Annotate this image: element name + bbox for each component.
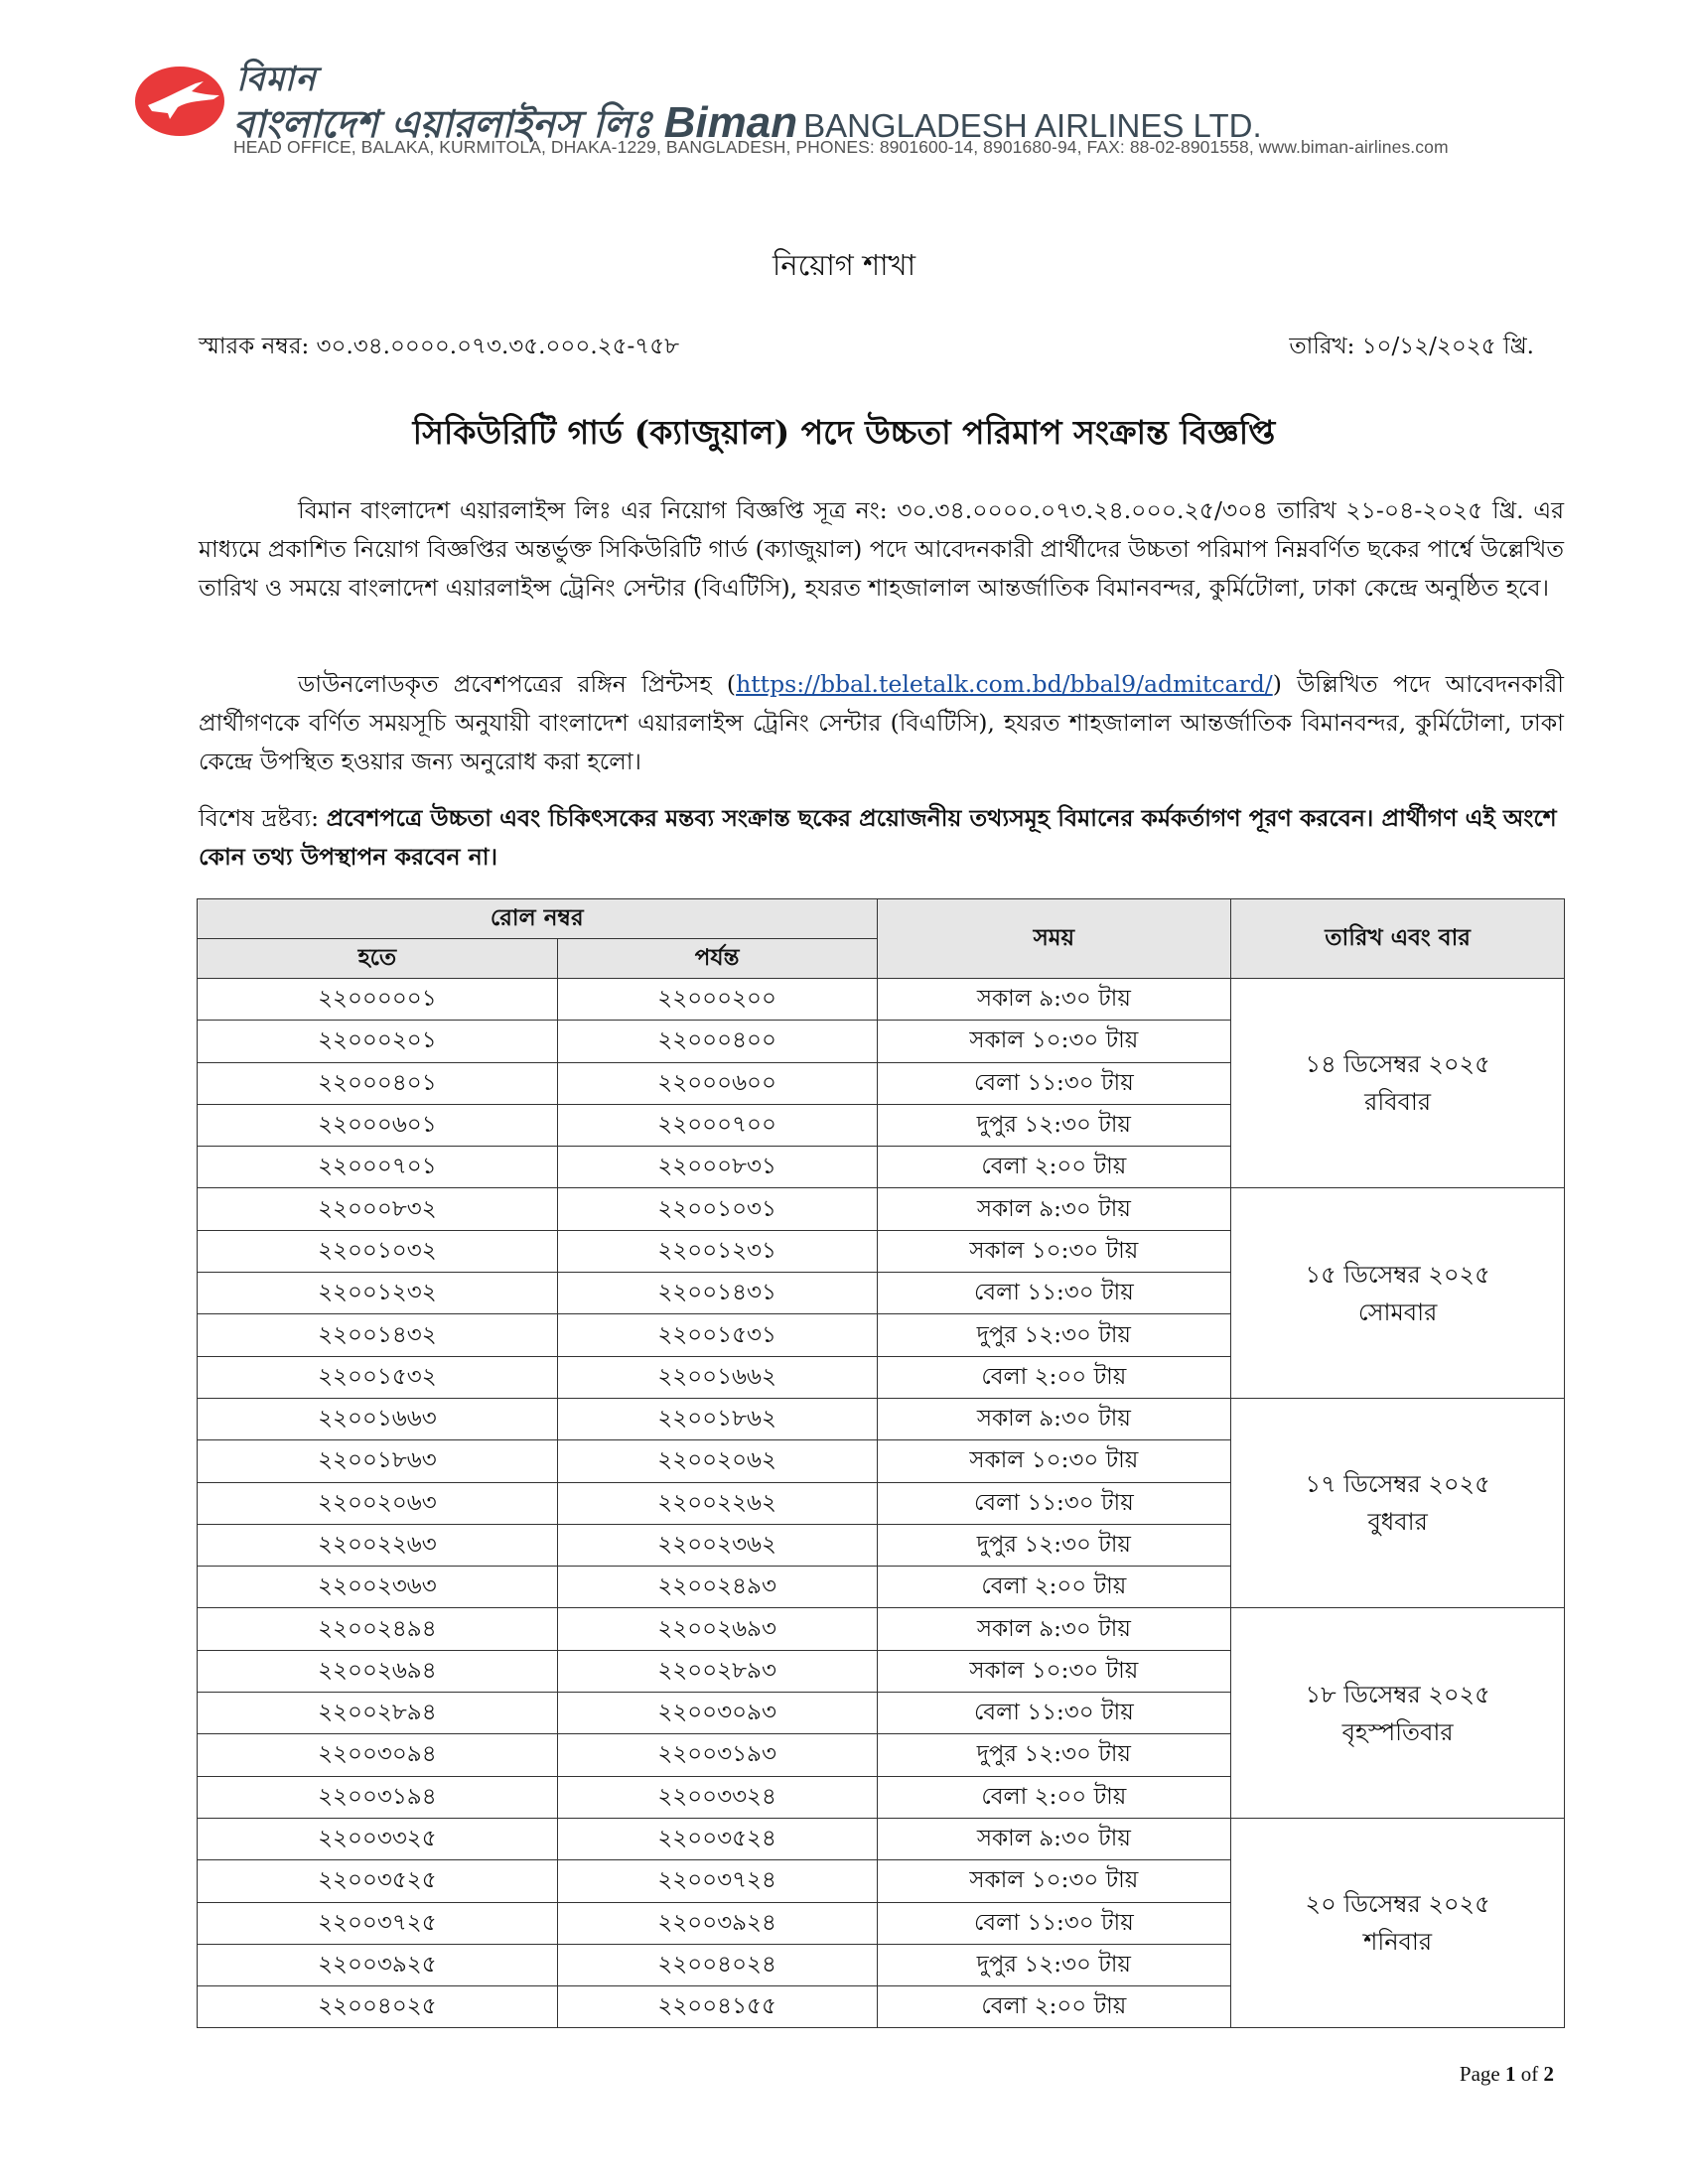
roll-from-cell: ২২০০১২৩২ bbox=[198, 1273, 558, 1314]
roll-time-cell: দুপুর ১২:৩০ টায় bbox=[877, 1524, 1231, 1566]
time-header: সময় bbox=[877, 899, 1231, 979]
roll-time-cell: বেলা ১১:৩০ টায় bbox=[877, 1693, 1231, 1734]
roll-to-cell: ২২০০০৮৩১ bbox=[557, 1147, 877, 1188]
roll-to-cell: ২২০০১৪৩১ bbox=[557, 1273, 877, 1314]
roll-from-cell: ২২০০৩৯২৫ bbox=[198, 1944, 558, 1985]
roll-from-cell: ২২০০২৮৯৪ bbox=[198, 1693, 558, 1734]
notice-title: সিকিউরিটি গার্ড (ক্যাজুয়াল) পদে উচ্চতা পরিমাপ সংক্রান্ত বিজ্ঞপ্তি bbox=[412, 413, 1276, 452]
roll-time-cell: বেলা ১১:৩০ টায় bbox=[877, 1902, 1231, 1944]
paragraph-2-before: ডাউনলোডকৃত প্রবেশপত্রের রঙ্গিন প্রিন্টসহ ( bbox=[298, 670, 737, 698]
paragraph-2-after: ) উল্লিখিত পদে আবেদনকারী প্রার্থীগণকে বর্ণিত সময়সূচি অনুযায়ী বাংলাদেশ এয়ারলাইন্স ট্রেনিং সেন্টার (বিএটিসি), হযরত শাহজালাল আন্তর্জাতিক বিমানবন্দর, কুর্মিটোলা, ঢাকা কেন্দ্রে উপস্থিত হওয়ার জন্য অনুরোধ করা হলো। bbox=[199, 670, 1565, 775]
roll-from-cell: ২২০০২২৬৩ bbox=[198, 1524, 558, 1566]
section-name: নিয়োগ শাখা bbox=[773, 248, 915, 282]
roll-time-cell: সকাল ৯:৩০ টায় bbox=[877, 1398, 1231, 1439]
roll-from-cell: ২২০০৩১৯৪ bbox=[198, 1776, 558, 1818]
memo-row bbox=[199, 328, 1534, 366]
english-company-name: BANGLADESH AIRLINES LTD. bbox=[803, 107, 1262, 144]
roll-from-cell: ২২০০০৭০১ bbox=[198, 1147, 558, 1188]
roll-time-cell: দুপুর ১২:৩০ টায় bbox=[877, 1734, 1231, 1776]
roll-to-cell: ২২০০২২৬২ bbox=[557, 1482, 877, 1524]
roll-time-cell: সকাল ১০:৩০ টায় bbox=[877, 1021, 1231, 1062]
roll-time-cell: বেলা ২:০০ টায় bbox=[877, 1776, 1231, 1818]
roll-to-cell: ২২০০২৮৯৩ bbox=[557, 1650, 877, 1692]
memo-date: তারিখ: ১০/১২/২০২৫ খ্রি. bbox=[1289, 334, 1534, 359]
roll-time-cell: সকাল ১০:৩০ টায় bbox=[877, 1860, 1231, 1902]
table-row bbox=[198, 1398, 1565, 1439]
roll-time-cell: সকাল ৯:৩০ টায় bbox=[877, 1188, 1231, 1230]
roll-time-cell: বেলা ২:০০ টায় bbox=[877, 1986, 1231, 2028]
roll-from-cell: ২২০০০০০১ bbox=[198, 979, 558, 1021]
roll-to-cell: ২২০০২৬৯৩ bbox=[557, 1608, 877, 1650]
admit-card-link[interactable]: https://bbal.teletalk.com.bd/bbal9/admitcard/ bbox=[736, 670, 1273, 698]
roll-from-cell: ২২০০০৮৩২ bbox=[198, 1188, 558, 1230]
page-total: 2 bbox=[1543, 2062, 1554, 2086]
roll-to-cell: ২২০০০৭০০ bbox=[557, 1104, 877, 1146]
roll-from-cell: ২২০০০৪০১ bbox=[198, 1062, 558, 1104]
to-header: পর্যন্ত bbox=[557, 939, 877, 979]
bengali-name-top: বিমান bbox=[236, 60, 317, 99]
roll-to-cell: ২২০০১৬৬২ bbox=[557, 1356, 877, 1398]
date-text: ২০ ডিসেম্বর ২০২৫ bbox=[1305, 1890, 1490, 1919]
roll-time-cell: বেলা ১১:৩০ টায় bbox=[877, 1062, 1231, 1104]
date-day-header: তারিখ এবং বার bbox=[1231, 899, 1565, 979]
special-note bbox=[199, 799, 1564, 877]
roll-time-cell: বেলা ২:০০ টায় bbox=[877, 1567, 1231, 1608]
roll-from-cell: ২২০০১৪৩২ bbox=[198, 1314, 558, 1356]
page-label: Page bbox=[1459, 2062, 1500, 2086]
memo-number: স্মারক নম্বর: ৩০.৩৪.০০০০.০৭৩.৩৫.০০০.২৫-৭৫৮ bbox=[199, 334, 680, 359]
roll-from-cell: ২২০০১৬৬৩ bbox=[198, 1398, 558, 1439]
note-text: প্রবেশপত্রে উচ্চতা এবং চিকিৎসকের মন্তব্য সংক্রান্ত ছকের প্রয়োজনীয় তথ্যসমূহ বিমানের কর্মকর্তাগণ পূরণ করবেন। প্রার্থীগণ এই অংশে কোন তথ্য উপস্থাপন করবেন না। bbox=[199, 804, 1557, 871]
roll-to-cell: ২২০০০৬০০ bbox=[557, 1062, 877, 1104]
roll-time-cell: সকাল ১০:৩০ টায় bbox=[877, 1440, 1231, 1482]
roll-from-cell: ২২০০৩৩২৫ bbox=[198, 1818, 558, 1859]
biman-logo-icon bbox=[134, 62, 229, 137]
roll-number-header: রোল নম্বর bbox=[198, 899, 878, 939]
roll-time-cell: সকাল ৯:৩০ টায় bbox=[877, 1818, 1231, 1859]
roll-from-cell: ২২০০৩০৯৪ bbox=[198, 1734, 558, 1776]
roll-from-cell: ২২০০১০৩২ bbox=[198, 1230, 558, 1272]
roll-time-cell: দুপুর ১২:৩০ টায় bbox=[877, 1104, 1231, 1146]
schedule-table bbox=[197, 898, 1565, 2028]
table-row bbox=[198, 1608, 1565, 1650]
date-day-cell bbox=[1231, 1188, 1565, 1398]
table-row bbox=[198, 979, 1565, 1021]
biman-wordmark: Biman bbox=[663, 98, 798, 147]
roll-to-cell: ২২০০৪০২৪ bbox=[557, 1944, 877, 1985]
roll-from-cell: ২২০০১৮৬৩ bbox=[198, 1440, 558, 1482]
roll-time-cell: সকাল ১০:৩০ টায় bbox=[877, 1230, 1231, 1272]
date-text: ১৭ ডিসেম্বর ২০২৫ bbox=[1305, 1470, 1490, 1499]
roll-from-cell: ২২০০০৬০১ bbox=[198, 1104, 558, 1146]
date-day-cell bbox=[1231, 1818, 1565, 2027]
paragraph-2 bbox=[199, 665, 1564, 781]
roll-to-cell: ২২০০১২৩১ bbox=[557, 1230, 877, 1272]
roll-to-cell: ২২০০১৮৬২ bbox=[557, 1398, 877, 1439]
roll-to-cell: ২২০০৩১৯৩ bbox=[557, 1734, 877, 1776]
schedule-body bbox=[198, 979, 1565, 2028]
of-label: of bbox=[1520, 2062, 1539, 2086]
roll-to-cell: ২২০০০২০০ bbox=[557, 979, 877, 1021]
bengali-company-name: বাংলাদেশ এয়ারলাইনস লিঃ bbox=[233, 102, 652, 146]
roll-time-cell: সকাল ৯:৩০ টায় bbox=[877, 1608, 1231, 1650]
roll-time-cell: বেলা ১১:৩০ টায় bbox=[877, 1482, 1231, 1524]
roll-to-cell: ২২০০২০৬২ bbox=[557, 1440, 877, 1482]
roll-to-cell: ২২০০১৫৩১ bbox=[557, 1314, 877, 1356]
roll-time-cell: দুপুর ১২:৩০ টায় bbox=[877, 1944, 1231, 1985]
roll-time-cell: দুপুর ১২:৩০ টায় bbox=[877, 1314, 1231, 1356]
from-header: হতে bbox=[198, 939, 558, 979]
roll-time-cell: বেলা ২:০০ টায় bbox=[877, 1147, 1231, 1188]
paragraph-1 bbox=[199, 491, 1564, 608]
roll-to-cell: ২২০০৩৩২৪ bbox=[557, 1776, 877, 1818]
roll-from-cell: ২২০০৩৭২৫ bbox=[198, 1902, 558, 1944]
weekday-text: বৃহস্পতিবার bbox=[1341, 1717, 1454, 1746]
roll-to-cell: ২২০০০৪০০ bbox=[557, 1021, 877, 1062]
head-office-address: HEAD OFFICE, BALAKA, KURMITOLA, DHAKA-1229, BANGLADESH, PHONES: 8901600-14, 8901680-94, FAX: 88-02-8901558, www.biman-airlines.com bbox=[233, 137, 1449, 157]
weekday-text: রবিবার bbox=[1364, 1088, 1432, 1117]
roll-from-cell: ২২০০২৬৯৪ bbox=[198, 1650, 558, 1692]
weekday-text: শনিবার bbox=[1363, 1928, 1433, 1957]
roll-from-cell: ২২০০৩৫২৫ bbox=[198, 1860, 558, 1902]
weekday-text: বুধবার bbox=[1367, 1508, 1428, 1537]
date-text: ১৮ ডিসেম্বর ২০২৫ bbox=[1305, 1680, 1490, 1708]
note-label: বিশেষ দ্রষ্টব্য: bbox=[199, 804, 320, 832]
table-row bbox=[198, 1188, 1565, 1230]
paragraph-1-text: বিমান বাংলাদেশ এয়ারলাইন্স লিঃ এর নিয়োগ বিজ্ঞপ্তি সূত্র নং: ৩০.৩৪.০০০০.০৭৩.২৪.০০০.২৫/৩০৪ তারিখ ২১-০৪-২০২৫ খ্রি. এর মাধ্যমে প্রকাশিত নিয়োগ বিজ্ঞপ্তির অন্তর্ভুক্ত সিকিউরিটি গার্ড (ক্যাজুয়াল) পদে আবেদনকারী প্রার্থীদের উচ্চতা পরিমাপ নিম্নবর্ণিত ছকের পার্শ্বে উল্লেখিত তারিখ ও সময়ে বাংলাদেশ এয়ারলাইন্স ট্রেনিং সেন্টার (বিএটিসি), হযরত শাহজালাল আন্তর্জাতিক বিমানবন্দর, কুর্মিটোলা, ঢাকা কেন্দ্রে অনুষ্ঠিত হবে। bbox=[199, 496, 1564, 602]
roll-from-cell: ২২০০৪০২৫ bbox=[198, 1986, 558, 2028]
roll-to-cell: ২২০০২৩৬২ bbox=[557, 1524, 877, 1566]
table-row bbox=[198, 1818, 1565, 1859]
date-text: ১৫ ডিসেম্বর ২০২৫ bbox=[1305, 1260, 1490, 1289]
roll-to-cell: ২২০০৩৫২৪ bbox=[557, 1818, 877, 1859]
roll-to-cell: ২২০০৩০৯৩ bbox=[557, 1693, 877, 1734]
page-number: 1 bbox=[1505, 2062, 1516, 2086]
page-footer bbox=[1460, 2062, 1554, 2087]
weekday-text: সোমবার bbox=[1357, 1297, 1438, 1326]
roll-to-cell: ২২০০৪১৫৫ bbox=[557, 1986, 877, 2028]
roll-to-cell: ২২০০২৪৯৩ bbox=[557, 1567, 877, 1608]
roll-from-cell: ২২০০২৪৯৪ bbox=[198, 1608, 558, 1650]
roll-time-cell: সকাল ১০:৩০ টায় bbox=[877, 1650, 1231, 1692]
roll-to-cell: ২২০০৩৯২৪ bbox=[557, 1902, 877, 1944]
roll-time-cell: বেলা ১১:৩০ টায় bbox=[877, 1273, 1231, 1314]
date-day-cell bbox=[1231, 1398, 1565, 1607]
roll-time-cell: বেলা ২:০০ টায় bbox=[877, 1356, 1231, 1398]
date-day-cell bbox=[1231, 1608, 1565, 1818]
date-day-cell bbox=[1231, 979, 1565, 1188]
roll-to-cell: ২২০০১০৩১ bbox=[557, 1188, 877, 1230]
roll-time-cell: সকাল ৯:৩০ টায় bbox=[877, 979, 1231, 1021]
roll-from-cell: ২২০০২০৬৩ bbox=[198, 1482, 558, 1524]
roll-from-cell: ২২০০০২০১ bbox=[198, 1021, 558, 1062]
roll-from-cell: ২২০০২৩৬৩ bbox=[198, 1567, 558, 1608]
date-text: ১৪ ডিসেম্বর ২০২৫ bbox=[1305, 1050, 1490, 1079]
letterhead bbox=[134, 58, 1544, 167]
roll-from-cell: ২২০০১৫৩২ bbox=[198, 1356, 558, 1398]
roll-to-cell: ২২০০৩৭২৪ bbox=[557, 1860, 877, 1902]
